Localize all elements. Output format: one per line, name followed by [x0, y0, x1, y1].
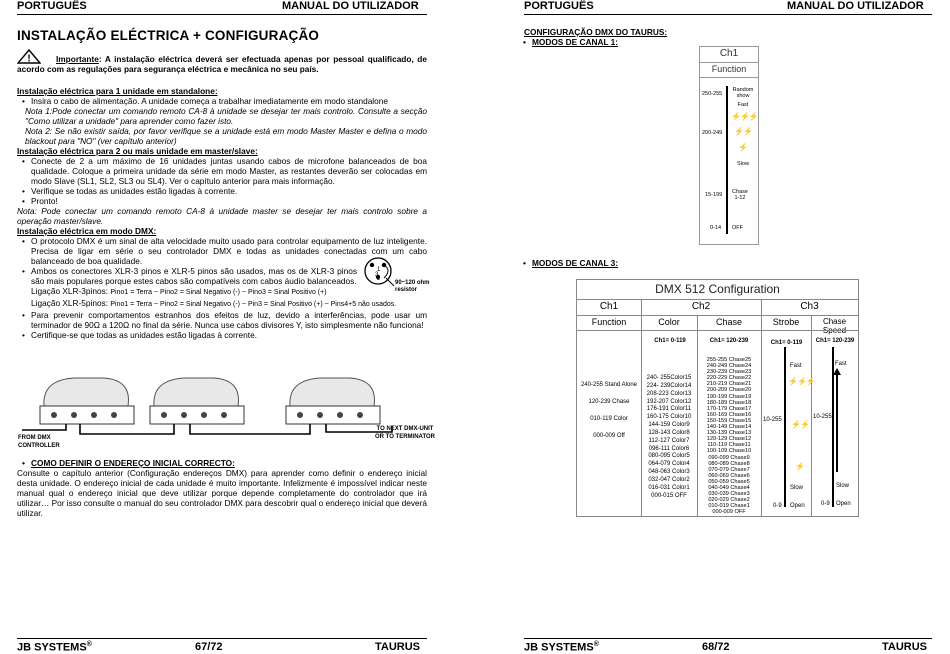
ch1-function-label: Function: [711, 64, 747, 74]
function-entry: 010-119 Color: [590, 416, 628, 422]
chase-entry: 010-019 Chase1: [708, 503, 750, 510]
color-entry: 016-031 Color1: [648, 484, 690, 491]
to-next-unit-label: TO NEXT DMX-UNIT OR TO TERMINATOR: [375, 426, 435, 440]
speed-range: 0-9: [821, 501, 830, 507]
header-language: PORTUGUÊS: [524, 0, 594, 12]
color-entry: 128-143 Color8: [648, 429, 690, 436]
color-entry: 192-207 Color12: [646, 398, 692, 405]
chase-entry: 150-159 Chase15: [706, 417, 752, 424]
ch1-label: Random show: [732, 87, 754, 99]
standalone-note-2: Nota 2: Se não existir saída, por favor verifique se a unidade está em modo Master Master e defina o modo blackout para "NO" (ver capítulo anterior): [25, 126, 427, 146]
section-start-address: [17, 458, 427, 518]
chase-entry: 090-099 Chase9: [708, 454, 750, 461]
chase-entry: 240-249 Chase24: [706, 363, 752, 370]
lightning-icon: ⚡: [795, 462, 805, 471]
ch1-range: 15-199: [705, 192, 723, 198]
from-controller-label: FROM DMX CONTROLLER: [18, 435, 60, 449]
start-address-heading: • COMO DEFINIR O ENDEREÇO INICIAL CORRECTO:: [17, 458, 427, 468]
strobe-fast-label: Fast: [790, 363, 802, 369]
chase-entry: 140-149 Chase14: [706, 424, 752, 431]
resistor-label: 90~120 ohm resistor: [395, 280, 430, 293]
ch1-function-box: [699, 46, 759, 245]
color-entry: 000-015 OFF: [651, 492, 687, 499]
strobe-range: 0-9: [773, 503, 782, 509]
section-standalone: [17, 86, 427, 340]
dmx-mode-heading: Instalação eléctrica em modo DMX:: [17, 226, 157, 236]
color-entry: 032-047 Color2: [648, 476, 690, 483]
chase-entry: 070-079 Chase7: [708, 466, 750, 473]
lightning-icon: ⚡⚡⚡: [731, 112, 758, 121]
header-divider: [524, 14, 932, 15]
ch1-label: OFF: [732, 225, 743, 231]
chase-entry: 170-179 Chase17: [706, 405, 752, 412]
ch1-range: 0-14: [710, 225, 722, 231]
mode1-heading: • MODOS DE CANAL 1:: [518, 37, 618, 47]
speed-slow-label: Slow: [836, 483, 850, 489]
chase-entry: 190-199 Chase19: [706, 393, 752, 400]
lightning-icon: ⚡⚡: [791, 420, 809, 429]
chase-entry: 200-209 Chase20: [706, 387, 752, 394]
chase-entry: 110-119 Chase11: [707, 442, 751, 449]
pin-label: 1: [377, 267, 381, 273]
master-slave-heading: Instalação eléctrica para 2 ou mais unidade em master/slave:: [17, 146, 258, 156]
ch1-title: Ch1: [719, 48, 739, 59]
color-entry: 240- 255Color15: [646, 375, 692, 381]
chase-entry: 180-189 Chase18: [706, 399, 752, 406]
chase-entry: 040-049 Chase4: [708, 484, 750, 491]
footer-page-number: 67/72: [195, 641, 223, 653]
range-label: Ch1= 0-119: [654, 338, 686, 344]
ch1-header: Ch1: [599, 301, 619, 312]
list-item: • O protocolo DMX é um sinal de alta velocidade muito usado para controlar equipamento de luz inteligente. Precisa de ligar em série o seu controlador DMX e todas as unidades conectadas com um cabo balanceado de boa qualidade.: [17, 236, 427, 266]
chase-entry: 255-255 Chase25: [706, 357, 752, 363]
speed-arrow: [836, 374, 838, 472]
header-manual: MANUAL DO UTILIZADOR: [787, 0, 924, 12]
color-entry: 080-095 Color5: [648, 453, 690, 460]
color-entry: 176-191 Color11: [646, 406, 692, 413]
color-entry: 048-063 Color3: [648, 469, 690, 476]
range-label: Ch1= 0-119: [770, 340, 803, 346]
footer-brand: JB SYSTEMS®: [17, 641, 92, 654]
lightning-icon: ⚡: [738, 143, 748, 152]
strobe-scale-bar: [784, 347, 786, 507]
chase-entry: 220-229 Chase22: [706, 375, 752, 382]
warning-paragraph: [17, 49, 427, 74]
chase-entry: 210-219 Chase21: [706, 381, 752, 388]
function-subheader: Function: [591, 317, 627, 327]
function-entry: 240-255 Stand Alone: [580, 382, 638, 388]
lightning-icon: ⚡⚡⚡: [788, 377, 815, 386]
dmx512-config-table: [576, 279, 859, 517]
chase-entry: 050-059 Chase5: [708, 478, 750, 485]
chase-entry: 080-089 Chase8: [708, 460, 750, 467]
color-entry: 144-159 Color9: [648, 422, 690, 429]
lightning-icon: ⚡⚡: [734, 127, 752, 136]
pin-label: 3: [375, 272, 379, 278]
list-item: • Insira o cabo de alimentação. A unidade começa a trabalhar imediatamente em modo standalone: [17, 96, 427, 106]
xlr-connector-diagram: [362, 256, 432, 300]
header-manual: MANUAL DO UTILIZADOR: [282, 0, 419, 12]
chase-speed-subheader: Chase: [822, 317, 847, 326]
ch1-range: 200-249: [702, 130, 723, 136]
chase-entry: 160-169 Chase16: [706, 411, 752, 418]
mode3-heading: • MODOS DE CANAL 3:: [518, 258, 618, 268]
dmx-table-title: DMX 512 Configuration: [655, 282, 780, 296]
list-item: • Para prevenir comportamentos estranhos dos efeitos de luz, devido a interferências, pode usar um terminador de 90Ω a 120Ω no final da série. Nunca use cabos divisores Y, isto simplesmente não funciona!: [17, 310, 427, 330]
dmx-chain-diagram: [14, 374, 434, 452]
chase-entry: 120-129 Chase12: [706, 436, 752, 443]
strobe-slow-label: Slow: [790, 485, 804, 491]
right-page: [475, 0, 950, 654]
color-entry: 224- 239Color14: [646, 382, 692, 389]
ch1-range: 250-255: [702, 91, 723, 97]
header-language: PORTUGUÊS: [17, 0, 87, 12]
footer-page-number: 68/72: [702, 641, 730, 653]
range-label: Ch1= 120-239: [709, 338, 749, 344]
list-item: • Verifique se todas as unidades estão ligadas à corrente.: [17, 186, 427, 196]
chase-entry: 130-139 Chase13: [706, 430, 752, 437]
ch1-label: Fast: [737, 102, 749, 108]
color-subheader: Color: [658, 317, 680, 327]
footer-divider: [17, 638, 427, 639]
list-item: • Certifique-se que todas as unidades estão ligadas à corrente.: [17, 330, 427, 340]
strobe-subheader: Strobe: [772, 317, 800, 327]
speed-fast-label: Fast: [835, 361, 847, 367]
footer-brand: JB SYSTEMS®: [524, 641, 599, 654]
standalone-note-1: Nota 1:Pode conectar um comando remoto CA-8 à unidade se desejar ter mais controlo. Consulte a secção "Como utilizar a unidade" para aprender como fazer isto.: [25, 106, 427, 126]
warning-text: : A instalação eléctrica deverá ser efectuada apenas por pessoal qualificado, de acordo com as regulações para segurança eléctrica e mecânica no seu país.: [17, 54, 427, 74]
svg-text:!: !: [27, 53, 31, 64]
chase-entry: 000-009 OFF: [712, 509, 746, 516]
color-entry: 096-111 Color6: [648, 445, 690, 452]
warning-triangle-icon: [17, 49, 41, 64]
speed-range: 10-255: [813, 414, 832, 420]
config-heading: CONFIGURAÇÃO DMX DO TAURUS:: [524, 27, 668, 37]
ch1-scale-bar: [726, 86, 728, 234]
strobe-range: 10-255: [763, 417, 782, 423]
speed-open-label: Open: [836, 501, 851, 507]
master-slave-note: Nota: Pode conectar um comando remoto CA-8 à unidade master se desejar ter mais controlo sobre a operação master/slave.: [17, 206, 427, 226]
pin-label: 2: [377, 276, 381, 282]
ch3-header: Ch3: [800, 301, 819, 312]
function-entry: 120-239 Chase: [588, 399, 630, 405]
start-address-text: Consulte o capítulo anterior (Configuração endereços DMX) para aprender como definir o endereço inicial desta unidade. O endereço inicial de cada unidade é muito importante. Infelizmente é impossível indicar neste manual qual o endereço inicial que deve utilizar porque depende completamente do controlador que irá utilizar… Por isso consulte o manual do seu controlador DMX para descobrir qual o endereço inicial que deverá utilizar.: [17, 468, 427, 518]
color-column: [641, 375, 697, 501]
function-column: [577, 382, 641, 440]
ch1-label: Slow: [737, 161, 749, 167]
page-title: INSTALAÇÃO ELÉCTRICA + CONFIGURAÇÃO: [17, 28, 320, 43]
header-divider: [17, 14, 427, 15]
ch2-header: Ch2: [691, 301, 711, 312]
color-entry: 064-079 Color4: [648, 461, 690, 468]
list-item: • Ambos os conectores XLR-3 pinos e XLR-5 pinos são usados, mas os de XLR-3 pinos são mais populares porque estes cabos são compatíveis com cabos áudio balanceados.: [17, 266, 357, 286]
list-item: • Pronto!: [17, 196, 427, 206]
footer-product: TAURUS: [882, 641, 928, 653]
chase-subheader: Chase: [715, 317, 742, 327]
arrow-up-icon: [833, 368, 841, 375]
warning-label: Importante: [56, 54, 99, 64]
xlr5-connection: Ligação XLR-5pinos: Pino1 = Terra ~ Pino2 = Sinal Negativo (-) ~ Pin3 = Sinal Positivo (+) ~ Pins4+5 não usados.: [31, 298, 397, 308]
chase-entry: 230-239 Chase23: [706, 369, 752, 376]
color-entry: 208-223 Color13: [646, 390, 692, 397]
chase-entry: 020-029 Chase2: [708, 497, 750, 504]
ch1-label: Chase 1-12: [732, 189, 748, 201]
range-label: Ch1= 120-239: [815, 338, 855, 344]
strobe-open-label: Open: [790, 503, 805, 509]
chase-column: [697, 357, 761, 515]
xlr3-connection: Ligação XLR-3pinos: Pino1 = Terra ~ Pino2 = Sinal Negativo (-) ~ Pino3 = Sinal Positivo (+): [31, 286, 327, 296]
chase-entry: 060-069 Chase6: [708, 472, 750, 479]
footer-product: TAURUS: [375, 641, 421, 653]
function-entry: 000-009 Off: [593, 433, 625, 439]
list-item: • Conecte de 2 a um máximo de 16 unidades juntas usando cabos de microfone balanceados de boa qualidade. Coloque a primeira unidade da série em modo Master, as restantes deverão ser colocadas em modo Slave (SL1, SL2, SL3 ou SL4). Ver o capítulo anterior para mais informação.: [17, 156, 427, 186]
chase-entry: 100-109 Chase10: [706, 448, 752, 455]
chase-entry: 030-039 Chase3: [708, 491, 750, 498]
color-entry: 112-127 Color7: [648, 437, 690, 444]
standalone-heading: Instalação eléctrica para 1 unidade em standalone:: [17, 86, 218, 96]
footer-divider: [524, 638, 932, 639]
color-entry: 160-175 Color10: [646, 414, 692, 421]
